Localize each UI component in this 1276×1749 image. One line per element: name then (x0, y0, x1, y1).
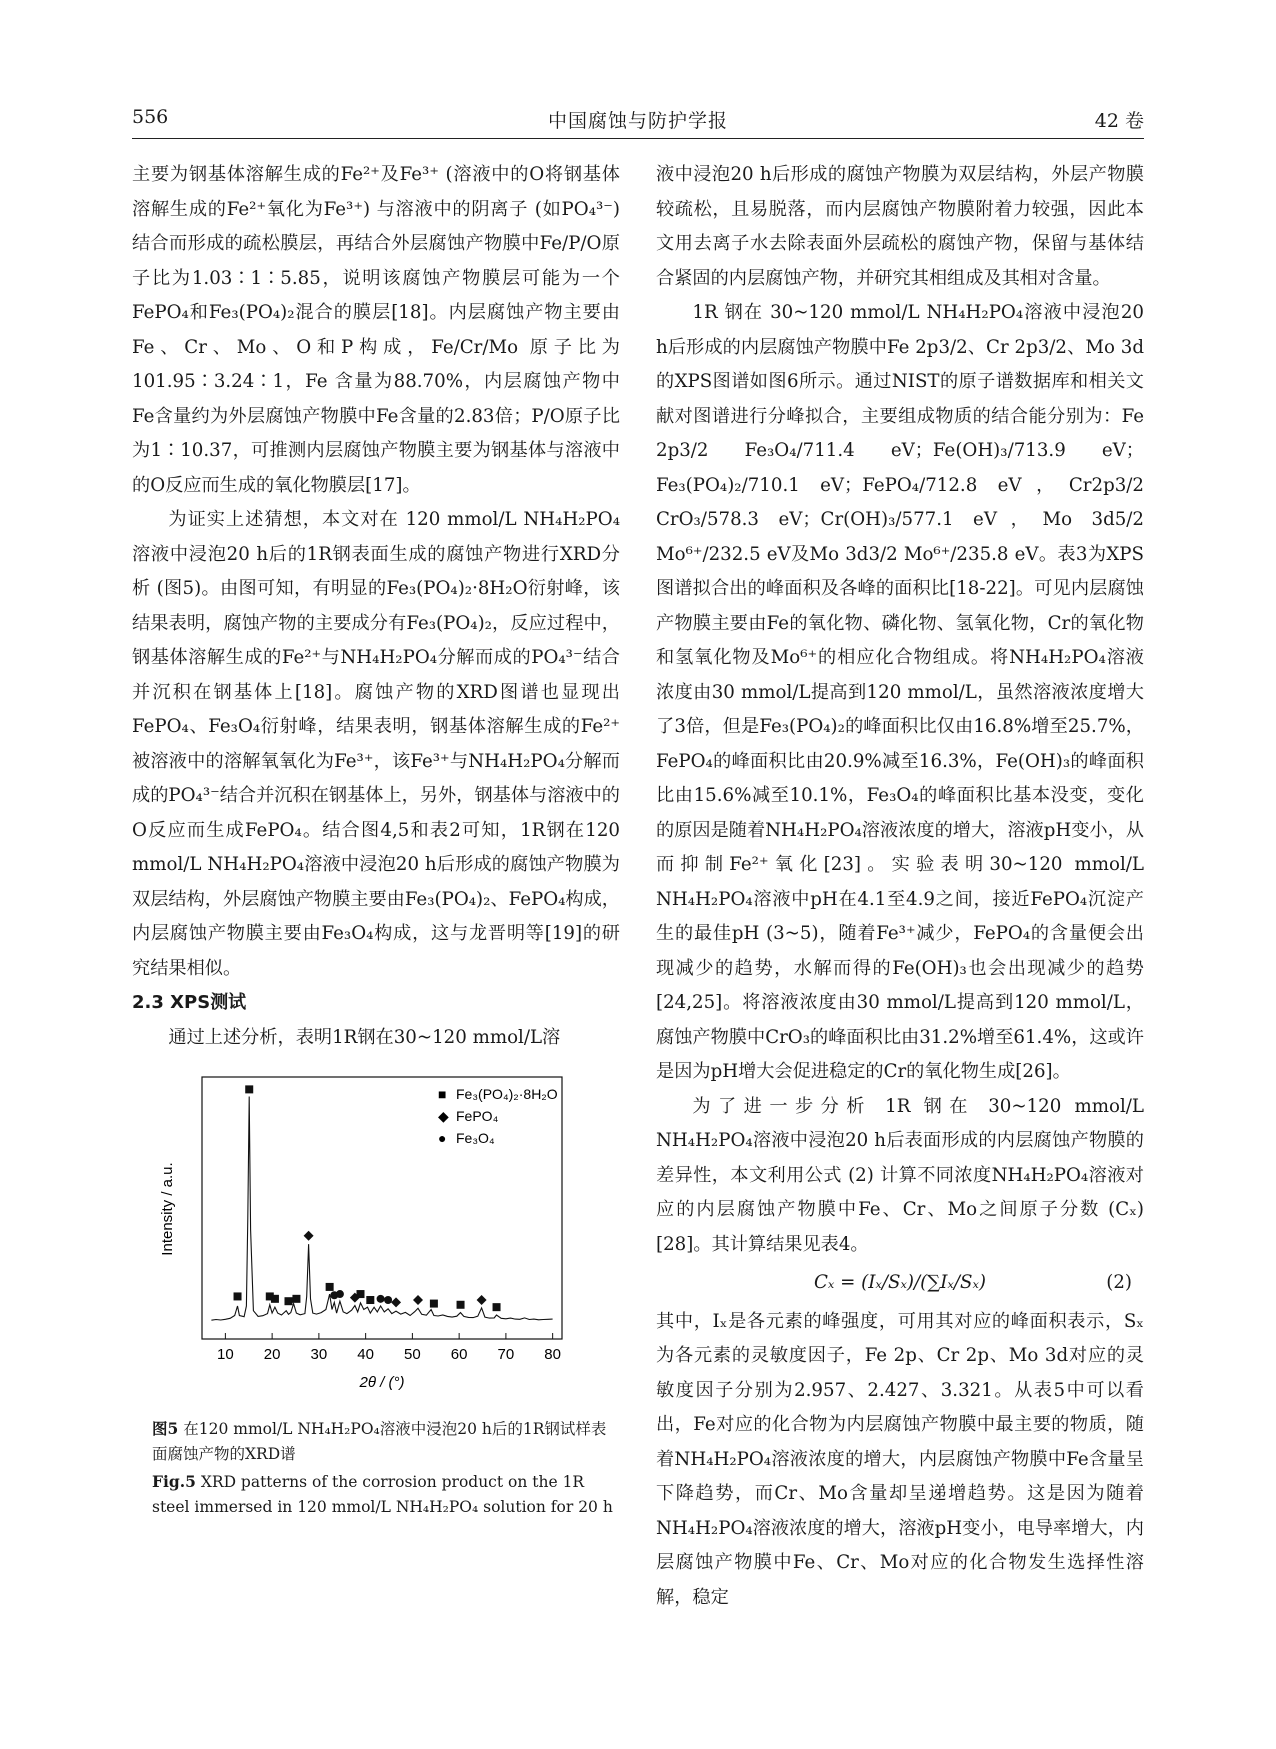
xrd-series-line (211, 1097, 552, 1321)
fe3po42-8h2o-marker (245, 1085, 253, 1093)
fe3po42-8h2o-marker (430, 1300, 438, 1308)
caption-label: 图5 (152, 1419, 179, 1438)
x-tick-label: 20 (263, 1346, 281, 1363)
paragraph: 为了进一步分析 1R 钢在 30~120 mmol/L NH₄H₂PO₄溶液中浸泡20 h后表面形成的内层腐蚀产物膜的差异性，本文利用公式 (2) 计算不同浓度NH₄H₂PO₄溶液对应的内层腐蚀产物膜中Fe、Cr、Mo之间原子分数 (Cₓ)[28]。其计算结果见表4。 (656, 1095, 1144, 1255)
fepo4-marker (304, 1231, 314, 1241)
legend-label: Fe₃O₄ (456, 1130, 495, 1146)
legend-label: Fe₃(PO₄)₂·8H₂O (456, 1086, 558, 1102)
x-tick-label: 70 (497, 1346, 515, 1363)
equation (656, 1266, 1144, 1301)
paragraph: 1R 钢在 30~120 mmol/L NH₄H₂PO₄溶液中浸泡20 h后形成的内层腐蚀产物膜中Fe 2p3/2、Cr 2p3/2、Mo 3d的XPS图谱如图6所示。通过NIST的原子谱数据库和相关文献对图谱进行分峰拟合，主要组成物质的结合能分别为：Fe 2p3/2 Fe₃O₄/711.4 eV；Fe(OH)₃/713.9 eV；Fe₃(PO₄)₂/710.1 eV；FePO₄/712.8 eV，Cr2p3/2 CrO₃/578.3 eV；Cr(OH)₃/577.1 eV，Mo 3d5/2 Mo⁶⁺/232.5 eV及Mo 3d3/2 Mo⁶⁺/235.8 eV。表3为XPS图谱拟合出的峰面积及各峰的面积比[18-22]。可见内层腐蚀产物膜主要由Fe的氧化物、磷化物、氢氧化物，Cr的氧化物和氢氧化物及Mo⁶⁺的相应化合物组成。将NH₄H₂PO₄溶液浓度由30 mmol/L提高到120 mmol/L，虽然溶液浓度增大了3倍，但是Fe₃(PO₄)₂的峰面积比仅由16.8%增至25.7%，FePO₄的峰面积比由20.9%减至16.3%，Fe(OH)₃的峰面积比由15.6%减至10.1%，Fe₃O₄的峰面积比基本没变，变化的原因是随着NH₄H₂PO₄溶液浓度的增大，溶液pH变小，从而抑制Fe²⁺氧化[23]。实验表明30~120 mmol/L NH₄H₂PO₄溶液中pH在4.1至4.9之间，接近FePO₄沉淀产生的最佳pH (3~5)，随着Fe³⁺减少，FePO₄的含量便会出现减少的趋势，水解而得的Fe(OH)₃也会出现减少的趋势[24,25]。将溶液浓度由30 mmol/L提高到120 mmol/L，腐蚀产物膜中CrO₃的峰面积比由31.2%增至61.4%，这或许是因为pH增大会促进稳定的Cr的氧化物生成[26]。 (656, 302, 1144, 1082)
paragraph: 其中，Iₓ是各元素的峰强度，可用其对应的峰面积表示，Sₓ为各元素的灵敏度因子，Fe 2p、Cr 2p、Mo 3d对应的灵敏度因子分别为2.957、2.427、3.321。从表5中可以看出，Fe对应的化合物为内层腐蚀产物膜中最主要的物质，随着NH₄H₂PO₄溶液浓度的增大，内层腐蚀产物膜中Fe含量呈下降趋势，而Cr、Mo含量却呈递增趋势。这是因为随着NH₄H₂PO₄溶液浓度的增大，溶液pH变小，电导率增大，内层腐蚀产物膜中Fe、Cr、Mo对应的化合物发生选择性溶解，稳定 (656, 1310, 1144, 1608)
fe3o4-marker (377, 1295, 385, 1303)
caption-text: 在120 mmol/L NH₄H₂PO₄溶液中浸泡20 h后的1R钢试样表面腐蚀产物的XRD谱 (152, 1420, 607, 1463)
paragraph: 通过上述分析，表明1R钢在30~120 mmol/L溶 (168, 1026, 561, 1048)
figure-caption-cn (152, 1416, 620, 1467)
x-tick-label: 40 (357, 1346, 374, 1363)
equation-number: (2) (1106, 1272, 1132, 1293)
legend-marker: ◆ (438, 1108, 449, 1124)
left-column (132, 158, 620, 1520)
figure-caption-en (152, 1469, 620, 1520)
fe3po42-8h2o-marker (271, 1295, 279, 1303)
page-header (132, 98, 1144, 139)
legend-label: FePO₄ (456, 1108, 499, 1124)
volume-label: 42 卷 (1094, 110, 1144, 132)
legend-marker: ● (438, 1130, 447, 1146)
x-tick-label: 50 (404, 1346, 421, 1363)
x-tick-label: 30 (310, 1346, 328, 1363)
caption-text: XRD patterns of the corrosion product on the 1R steel immersed in 120 mmol/L NH₄H₂PO₄ solution for 20 h (152, 1473, 613, 1516)
fepo4-marker (477, 1295, 487, 1305)
fe3o4-marker (384, 1296, 392, 1304)
paragraph: 为证实上述猜想，本文对在 120 mmol/L NH₄H₂PO₄溶液中浸泡20 h后的1R钢表面生成的腐蚀产物进行XRD分析 (图5)。由图可知，有明显的Fe₃(PO₄)₂·8H₂O衍射峰，该结果表明，腐蚀产物的主要成分有Fe₃(PO₄)₂，反应过程中，钢基体溶解生成的Fe²⁺与NH₄H₂PO₄分解而成的PO₄³⁻结合并沉积在钢基体上[18]。腐蚀产物的XRD图谱也显现出FePO₄、Fe₃O₄衍射峰，结果表明，钢基体溶解生成的Fe²⁺被溶液中的溶解氧氧化为Fe³⁺，该Fe³⁺与NH₄H₂PO₄分解而成的PO₄³⁻结合并沉积在钢基体上，另外，钢基体与溶液中的O反应而生成FePO₄。结合图4,5和表2可知，1R钢在120 mmol/L NH₄H₂PO₄溶液中浸泡20 h后形成的腐蚀产物膜为双层结构，外层腐蚀产物膜主要由Fe₃(PO₄)₂、FePO₄构成，内层腐蚀产物膜主要由Fe₃O₄构成，这与龙晋明等[19]的研究结果相似。 (132, 509, 620, 979)
paragraph: 主要为钢基体溶解生成的Fe²⁺及Fe³⁺ (溶液中的O将钢基体溶解生成的Fe²⁺氧化为Fe³⁺) 与溶液中的阴离子 (如PO₄³⁻) 结合而形成的疏松膜层，再结合外层腐蚀产物膜中Fe/P/O原子比为1.03∶1∶5.85，说明该腐蚀产物膜层可能为一个FePO₄和Fe₃(PO₄)₂混合的膜层[18]。内层腐蚀产物主要由Fe、Cr、Mo、O和P构成，Fe/Cr/Mo 原子比为 101.95∶3.24∶1，Fe 含量为88.70%，内层腐蚀产物中Fe含量约为外层腐蚀产物膜中Fe含量的2.83倍；P/O原子比为1∶10.37，可推测内层腐蚀产物膜主要为钢基体与溶液中的O反应而生成的氧化物膜层[17]。 (132, 164, 620, 496)
journal-title: 中国腐蚀与防护学报 (547, 110, 728, 132)
legend-marker: ■ (438, 1086, 447, 1102)
fe3po42-8h2o-marker (284, 1297, 292, 1305)
page-number: 556 (132, 106, 169, 128)
y-axis-label: Intensity / a.u. (159, 1162, 176, 1256)
figure-5 (132, 1069, 620, 1414)
fe3po42-8h2o-marker (292, 1295, 300, 1303)
section-heading: 2.3 XPS测试 (132, 992, 247, 1013)
caption-label: Fig.5 (152, 1472, 196, 1491)
fe3po42-8h2o-marker (366, 1296, 374, 1304)
fe3po42-8h2o-marker (493, 1303, 501, 1311)
fe3po42-8h2o-marker (234, 1292, 242, 1300)
legend (438, 1086, 558, 1146)
x-tick-label: 10 (217, 1346, 234, 1363)
x-tick-label: 60 (450, 1346, 468, 1363)
fe3po42-8h2o-marker (356, 1290, 364, 1298)
fe3o4-marker (336, 1290, 344, 1298)
right-column (656, 158, 1144, 1615)
equation-formula: Cₓ = (Iₓ/Sₓ)/(∑Iₓ/Sₓ) (813, 1272, 987, 1293)
xrd-chart (132, 1069, 620, 1414)
x-tick-label: 80 (544, 1346, 561, 1363)
fepo4-marker (413, 1295, 423, 1305)
fepo4-marker (391, 1297, 401, 1307)
fe3po42-8h2o-marker (326, 1283, 334, 1291)
x-axis-label: 2θ / (°) (359, 1374, 405, 1391)
fe3po42-8h2o-marker (457, 1301, 465, 1309)
paragraph: 液中浸泡20 h后形成的腐蚀产物膜为双层结构，外层产物膜较疏松，且易脱落，而内层腐蚀产物膜附着力较强，因此本文用去离子水去除表面外层疏松的腐蚀产物，保留与基体结合紧固的内层腐蚀产物，并研究其相组成及其相对含量。 (656, 164, 1144, 289)
